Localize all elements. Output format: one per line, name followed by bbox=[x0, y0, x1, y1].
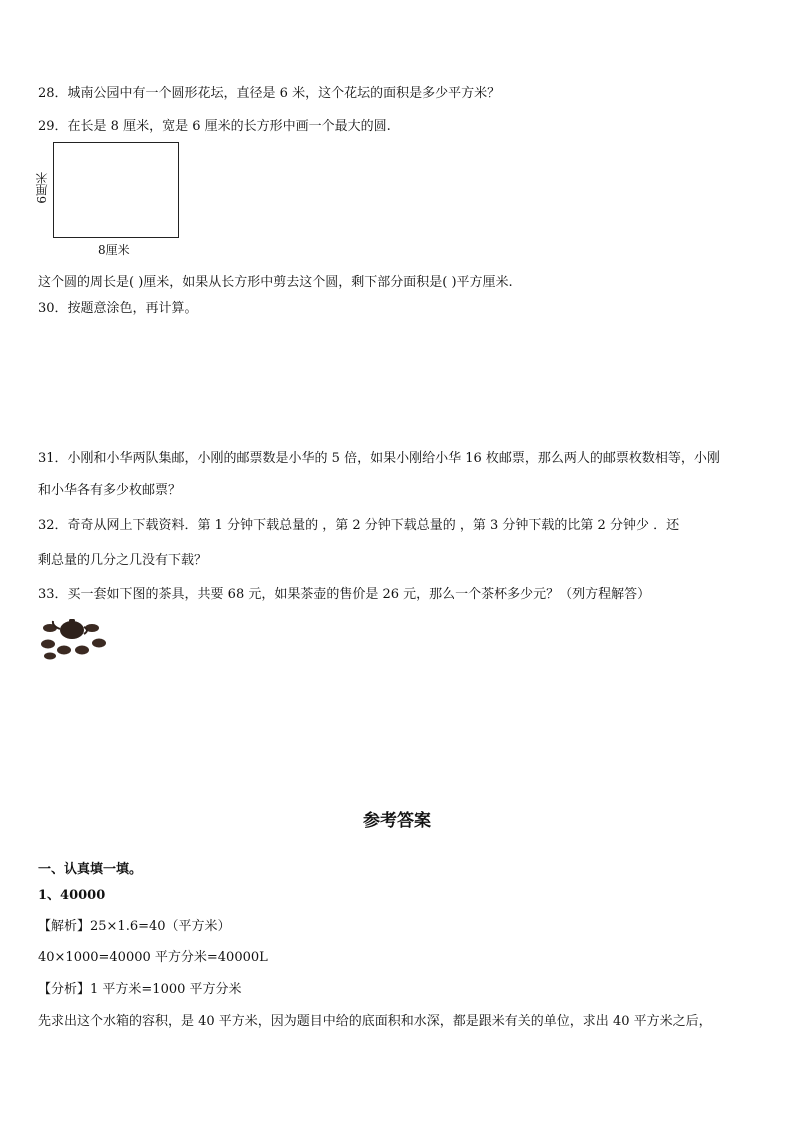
answer-title: 参考答案 bbox=[363, 811, 431, 831]
answer-1-calc: 40×1000=40000 平方分米=40000L bbox=[38, 950, 268, 965]
answer-1-explain: 先求出这个水箱的容积，是 40 平方米，因为题目中给的底面积和水深，都是跟米有关的单位，求出 40 平方米之后， bbox=[38, 1014, 712, 1029]
question-30: 30．按题意涂色，再计算。 bbox=[38, 301, 198, 316]
question-28: 28．城南公园中有一个圆形花坛，直径是 6 米，这个花坛的面积是多少平方米？ bbox=[38, 86, 501, 101]
question-29: 29．在长是 8 厘米，宽是 6 厘米的长方形中画一个最大的圆. bbox=[38, 119, 391, 134]
answer-1: 1、40000 bbox=[38, 888, 106, 903]
question-29-fill: 这个圆的周长是( )厘米，如果从长方形中剪去这个圆，剩下部分面积是( )平方厘米. bbox=[38, 275, 513, 290]
rectangle-width-label: 6厘米 bbox=[35, 172, 49, 204]
teaset-image bbox=[38, 616, 110, 660]
question-31-line2: 和小华各有多少枚邮票？ bbox=[38, 483, 182, 498]
answer-1-analysis: 【解析】25×1.6=40（平方米） bbox=[38, 919, 231, 934]
rectangle-figure bbox=[53, 142, 179, 238]
question-31-line1: 31．小刚和小华两队集邮，小刚的邮票数是小华的 5 倍，如果小刚给小华 16 枚邮票，那么两人的邮票枚数相等，小刚 bbox=[38, 451, 720, 466]
section-1-heading: 一、认真填一填。 bbox=[38, 862, 143, 877]
question-33: 33．买一套如下图的茶具，共要 68 元，如果茶壶的售价是 26 元，那么一个茶杯多少元？（列方程解答） bbox=[38, 587, 651, 602]
answer-1-note: 【分析】1 平方米=1000 平方分米 bbox=[38, 982, 242, 997]
question-32-line1: 32．奇奇从网上下载资料．第 1 分钟下载总量的 ，第 2 分钟下载总量的 ，第 3 分钟下载的比第 2 分钟少 ．还 bbox=[38, 518, 680, 533]
rectangle-length-label: 8厘米 bbox=[98, 243, 130, 257]
question-32-line2: 剩总量的几分之几没有下载？ bbox=[38, 553, 208, 568]
